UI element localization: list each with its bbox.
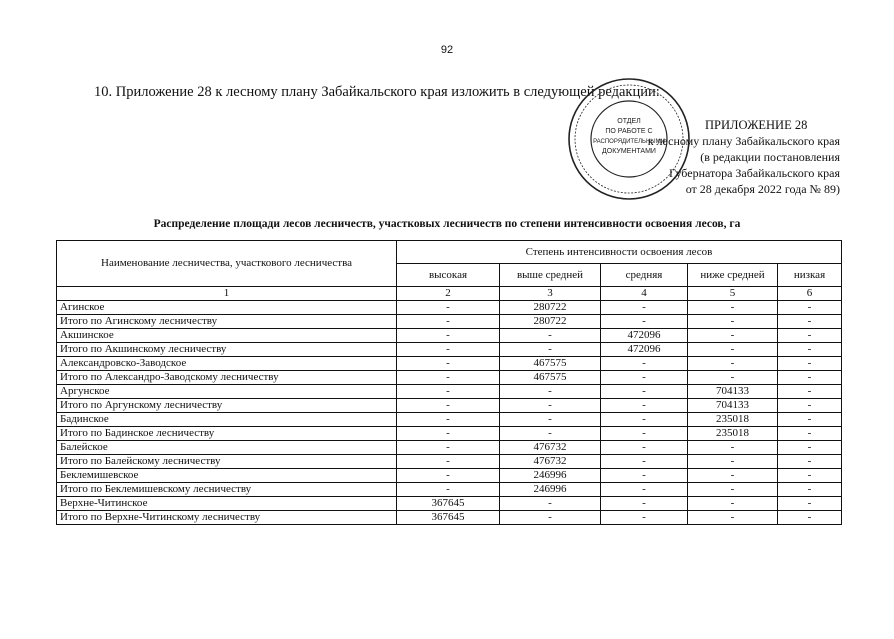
appendix-line-4: Губернатора Забайкальского края: [668, 166, 840, 180]
value-cell: -: [397, 413, 500, 427]
forestry-name-cell: Итого по Аргунскому лесничеству: [57, 399, 397, 413]
value-cell: -: [397, 385, 500, 399]
table-row: [57, 469, 842, 483]
table-row: [57, 301, 842, 315]
value-cell: -: [688, 315, 778, 329]
value-cell: -: [601, 301, 688, 315]
value-cell: 476732: [500, 441, 601, 455]
value-cell: -: [778, 511, 842, 525]
value-cell: -: [778, 357, 842, 371]
column-number: 2: [397, 287, 500, 301]
value-cell: -: [397, 301, 500, 315]
page-number: 92: [440, 44, 454, 56]
column-number: 1: [57, 287, 397, 301]
value-cell: -: [778, 469, 842, 483]
value-cell: -: [778, 301, 842, 315]
value-cell: -: [688, 511, 778, 525]
table-row: [57, 413, 842, 427]
value-cell: -: [778, 343, 842, 357]
value-cell: -: [500, 497, 601, 511]
value-cell: 246996: [500, 469, 601, 483]
value-cell: -: [500, 343, 601, 357]
value-cell: -: [601, 497, 688, 511]
appendix-title: ПРИЛОЖЕНИЕ 28: [705, 118, 808, 132]
table-row: [57, 511, 842, 525]
appendix-line-2: к лесному плану Забайкальского края: [647, 134, 840, 148]
value-cell: -: [688, 441, 778, 455]
table-row: [57, 455, 842, 469]
value-cell: -: [601, 483, 688, 497]
forestry-name-cell: Балейское: [57, 441, 397, 455]
value-cell: -: [500, 413, 601, 427]
value-cell: 235018: [688, 427, 778, 441]
value-cell: -: [500, 385, 601, 399]
svg-text:РАСПОРЯДИТЕЛЬНЫМИ: РАСПОРЯДИТЕЛЬНЫМИ: [593, 139, 665, 145]
table-row: [57, 427, 842, 441]
forest-intensity-table: [56, 240, 842, 525]
value-cell: 704133: [688, 385, 778, 399]
intro-text: 10. Приложение 28 к лесному плану Забайкальского края изложить в следующей редакции:: [94, 84, 660, 100]
value-cell: -: [601, 413, 688, 427]
table-row: [57, 385, 842, 399]
column-header-above-average: выше средней: [500, 264, 601, 287]
forestry-name-cell: Агинское: [57, 301, 397, 315]
value-cell: 704133: [688, 399, 778, 413]
value-cell: -: [778, 385, 842, 399]
column-header-average: средняя: [601, 264, 688, 287]
value-cell: -: [500, 399, 601, 413]
table-row: [57, 343, 842, 357]
column-number: 5: [688, 287, 778, 301]
forestry-name-cell: Бадинское: [57, 413, 397, 427]
value-cell: 476732: [500, 455, 601, 469]
value-cell: -: [688, 455, 778, 469]
value-cell: -: [778, 497, 842, 511]
forestry-name-cell: Итого по Александро-Заводскому лесничеству: [57, 371, 397, 385]
table-row: [57, 315, 842, 329]
appendix-line-3: (в редакции постановления: [700, 150, 840, 164]
value-cell: -: [778, 329, 842, 343]
table-title: Распределение площади лесов лесничеств, участковых лесничеств по степени интенсивности освоения лесов, га: [153, 218, 741, 230]
value-cell: -: [778, 371, 842, 385]
value-cell: -: [397, 427, 500, 441]
value-cell: -: [601, 511, 688, 525]
value-cell: -: [601, 399, 688, 413]
forestry-name-cell: Итого по Беклемишевскому лесничеству: [57, 483, 397, 497]
value-cell: 367645: [397, 511, 500, 525]
value-cell: -: [601, 385, 688, 399]
value-cell: -: [688, 483, 778, 497]
appendix-line-5: от 28 декабря 2022 года № 89): [685, 182, 840, 196]
value-cell: -: [778, 399, 842, 413]
value-cell: -: [397, 357, 500, 371]
column-header-low: низкая: [778, 264, 842, 287]
column-numbers-row: [57, 287, 842, 301]
value-cell: -: [397, 399, 500, 413]
value-cell: -: [397, 329, 500, 343]
value-cell: -: [601, 357, 688, 371]
svg-text:ПО РАБОТЕ С: ПО РАБОТЕ С: [605, 128, 653, 135]
value-cell: -: [500, 427, 601, 441]
value-cell: -: [500, 511, 601, 525]
column-header-name: Наименование лесничества, участкового лесничества: [57, 241, 397, 287]
table-row: [57, 497, 842, 511]
column-number: 4: [601, 287, 688, 301]
value-cell: 280722: [500, 315, 601, 329]
forestry-name-cell: Александровско-Заводское: [57, 357, 397, 371]
value-cell: -: [778, 427, 842, 441]
value-cell: -: [778, 315, 842, 329]
value-cell: -: [688, 329, 778, 343]
column-header-below-average: ниже средней: [688, 264, 778, 287]
forestry-name-cell: Итого по Акшинскому лесничеству: [57, 343, 397, 357]
forestry-name-cell: Итого по Балейскому лесничеству: [57, 455, 397, 469]
column-group-header: Степень интенсивности освоения лесов: [397, 241, 842, 264]
value-cell: -: [688, 357, 778, 371]
value-cell: -: [397, 441, 500, 455]
value-cell: -: [397, 455, 500, 469]
value-cell: -: [688, 469, 778, 483]
forestry-name-cell: Верхне-Читинское: [57, 497, 397, 511]
table-row: [57, 371, 842, 385]
forestry-name-cell: Акшинское: [57, 329, 397, 343]
value-cell: 467575: [500, 371, 601, 385]
value-cell: -: [397, 469, 500, 483]
table-row: [57, 399, 842, 413]
forestry-name-cell: Итого по Агинскому лесничеству: [57, 315, 397, 329]
value-cell: -: [778, 441, 842, 455]
value-cell: -: [778, 455, 842, 469]
value-cell: -: [500, 329, 601, 343]
value-cell: -: [397, 315, 500, 329]
table-row: [57, 329, 842, 343]
value-cell: 280722: [500, 301, 601, 315]
forestry-name-cell: Аргунское: [57, 385, 397, 399]
value-cell: -: [688, 497, 778, 511]
column-header-high: высокая: [397, 264, 500, 287]
value-cell: -: [601, 371, 688, 385]
value-cell: -: [397, 343, 500, 357]
table-row: [57, 483, 842, 497]
column-number: 6: [778, 287, 842, 301]
value-cell: -: [778, 413, 842, 427]
value-cell: 472096: [601, 343, 688, 357]
value-cell: -: [601, 315, 688, 329]
value-cell: -: [601, 469, 688, 483]
svg-text:ОТДЕЛ: ОТДЕЛ: [617, 118, 641, 125]
value-cell: -: [778, 483, 842, 497]
value-cell: -: [688, 343, 778, 357]
appendix-header: [620, 117, 840, 197]
table-row: [57, 357, 842, 371]
value-cell: 472096: [601, 329, 688, 343]
value-cell: 367645: [397, 497, 500, 511]
value-cell: -: [601, 441, 688, 455]
value-cell: -: [688, 371, 778, 385]
value-cell: 246996: [500, 483, 601, 497]
column-number: 3: [500, 287, 601, 301]
value-cell: -: [688, 301, 778, 315]
value-cell: -: [397, 483, 500, 497]
forestry-name-cell: Итого по Бадинское лесничеству: [57, 427, 397, 441]
value-cell: -: [601, 427, 688, 441]
forestry-name-cell: Беклемишевское: [57, 469, 397, 483]
value-cell: 235018: [688, 413, 778, 427]
value-cell: 467575: [500, 357, 601, 371]
value-cell: -: [601, 455, 688, 469]
table-row: [57, 441, 842, 455]
svg-text:ДОКУМЕНТАМИ: ДОКУМЕНТАМИ: [602, 148, 656, 155]
forestry-name-cell: Итого по Верхне-Читинскому лесничеству: [57, 511, 397, 525]
value-cell: -: [397, 371, 500, 385]
